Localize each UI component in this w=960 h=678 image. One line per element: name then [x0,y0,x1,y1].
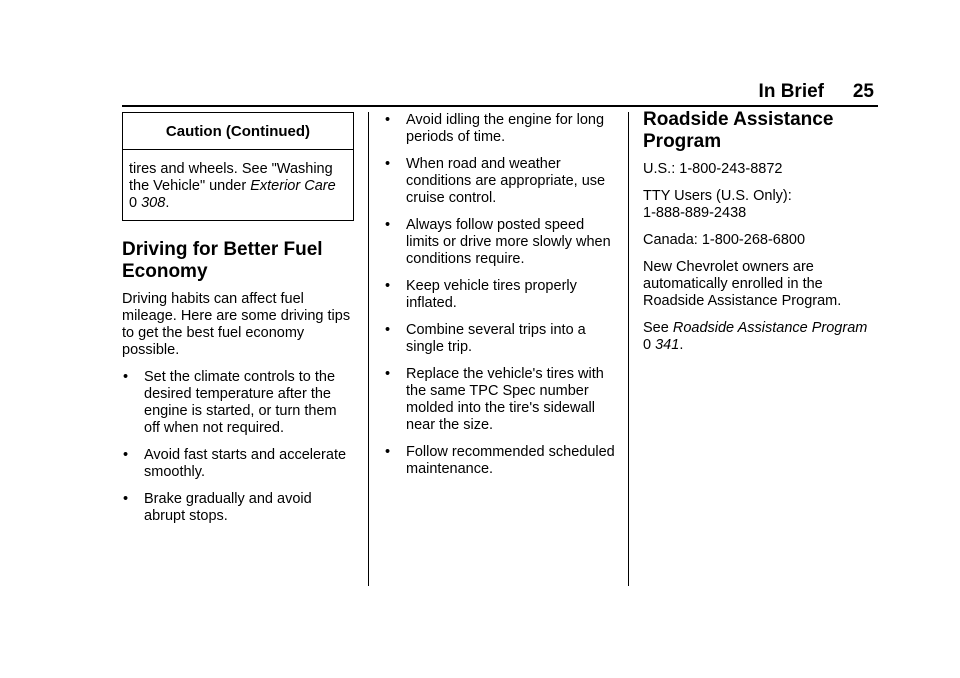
roadside-us-phone: U.S.: 1-800-243-8872 [643,161,783,177]
list-item: • Combine several trips into a single trip. [385,322,586,355]
roadside-canada-phone: Canada: 1-800-268-6800 [643,232,806,248]
page-ref-arrow-icon: 0 [129,195,138,211]
list-item: • Avoid idling the engine for long periods of time. [385,112,605,145]
roadside-enroll-text: New Chevrolet owners are automatically enrolled in the Roadside Assistance Program. [643,259,842,309]
column-divider-1 [368,112,369,586]
caution-body [123,150,353,220]
caution-heading: Caution (Continued) [123,113,353,150]
fuel-tips-list-1 [122,369,354,525]
list-item: • When road and weather conditions are appropriate, use cruise control. [385,156,606,206]
list-item: • Keep vehicle tires properly inflated. [385,278,577,311]
bullet-icon: • [385,278,391,294]
section-title: In Brief [758,81,824,102]
fuel-tips-list-2 [384,112,616,478]
roadside-tty-phone: 1-888-889-2438 [643,205,747,221]
caution-ref-title: Exterior Care [250,178,336,194]
bullet-icon: • [123,369,129,385]
header-rule [122,105,878,107]
column-3 [643,109,883,354]
caution-ref-end: . [165,195,170,211]
list-item: • Replace the vehicle's tires with the same TPC Spec number molded into the tire's sidewall near the size. [385,366,604,433]
roadside-see-ref: See Roadside Assistance Program 0 341. [643,320,868,353]
roadside-ref-page: 341 [655,337,680,353]
roadside-tty-label: TTY Users (U.S. Only): [643,188,792,204]
list-item: • Avoid fast starts and accelerate smoothly. [123,447,347,480]
caution-text: tires and wheels. See "Washing the Vehicle" under [129,161,333,194]
page-number: 25 [852,81,874,102]
bullet-icon: • [123,491,129,507]
caution-box [122,112,354,221]
bullet-icon: • [385,217,391,233]
fuel-economy-intro: Driving habits can affect fuel mileage. Here are some driving tips to get the best fuel economy possible. [122,291,351,358]
column-1 [122,112,354,525]
list-item: • Always follow posted speed limits or drive more slowly when conditions require. [385,217,611,267]
list-item: • Follow recommended scheduled maintenance. [385,444,615,477]
fuel-economy-heading: Driving for Better Fuel Economy [122,239,323,282]
column-divider-2 [628,112,629,586]
page-ref-arrow-icon: 0 [643,337,652,353]
roadside-heading: Roadside Assistance Program [643,109,834,152]
column-2 [384,112,616,478]
list-item: • Set the climate controls to the desired temperature after the engine is started, or turn them off when not required. [123,369,337,436]
bullet-icon: • [385,112,391,128]
bullet-icon: • [385,366,391,382]
bullet-icon: • [385,156,391,172]
list-item: • Brake gradually and avoid abrupt stops. [123,491,312,524]
bullet-icon: • [385,444,391,460]
caution-ref-page: 308 [141,195,166,211]
roadside-ref-title: Roadside Assistance Program [672,320,868,336]
bullet-icon: • [385,322,391,338]
bullet-icon: • [123,447,129,463]
